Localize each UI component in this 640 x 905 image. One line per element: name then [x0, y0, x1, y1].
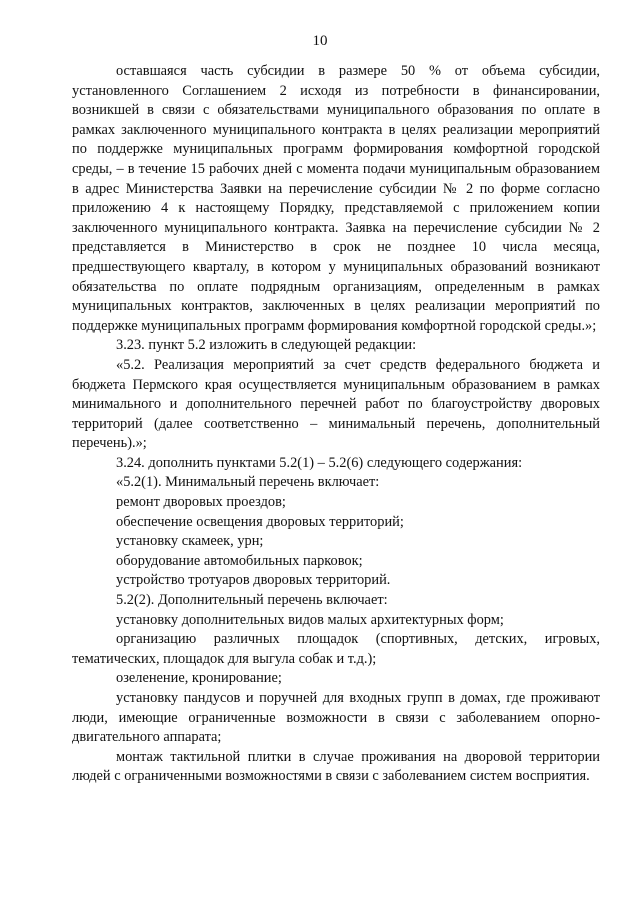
min-list-item: устройство тротуаров дворовых территорий.	[116, 572, 391, 589]
paragraph-5-2: «5.2. Реализация мероприятий за счет средств федерального бюджета и бюджета Пермского края осуществляется муниципальным образованием в рамках минимального и дополнительного перечней работ по благоустройству дворовых территорий (далее соответственно – минимальный перечень, дополнительный перечень).»;	[72, 356, 600, 452]
page-number: 10	[312, 33, 328, 49]
add-list-item: установку дополнительных видов малых архитектурных форм;	[116, 611, 504, 628]
min-list-item: ремонт дворовых проездов;	[116, 494, 286, 511]
add-list-item: монтаж тактильной плитки в случае проживания на дворовой территории людей с ограниченными возможностями в связи с заболеванием систем восприятия.	[72, 748, 600, 785]
add-list-item: организацию различных площадок (спортивных, детских, игровых, тематических, площадок для выгула собак и т.д.);	[72, 631, 600, 667]
paragraph-3-23: 3.23. пункт 5.2 изложить в следующей редакции:	[116, 337, 417, 354]
paragraph-5-2-2: 5.2(2). Дополнительный перечень включает:	[116, 592, 388, 609]
min-list-item: оборудование автомобильных парковок;	[116, 552, 363, 569]
paragraph-3-24: 3.24. дополнить пунктами 5.2(1) – 5.2(6) следующего содержания:	[116, 454, 523, 471]
document-body	[72, 62, 600, 787]
paragraph-subsidy-payment: оставшаяся часть субсидии в размере 50 % от объема субсидии, установленного Соглашением 2 исходя из потребности в финансировании, возникшей в связи с обязательствами муниципального образования по оплате в рамках заключенного муниципального контракта в целях реализации мероприятий по поддержке муниципальных программ формирования комфортной городской среды, – в течение 15 рабочих дней с момента подачи муниципальным образованием в адрес Министерства Заявки на перечисление субсидии № 2 по форме согласно приложению 4 к настоящему Порядку, представляемой с приложением копии заключенного муниципального контракта. Заявка на перечисление субсидии № 2 представляется в Министерство в срок не позднее 10 числа месяца, предшествующего кварталу, в котором у муниципальных образований возникают обязательства по оплате подрядным организациям, определенным в рамках муниципальных контрактов, заключенных в целях реализации мероприятий по поддержке муниципальных программ формирования комфортной городской среды.»;	[72, 63, 600, 334]
paragraph-5-2-1: «5.2(1). Минимальный перечень включает:	[116, 474, 380, 491]
min-list-item: обеспечение освещения дворовых территорий;	[116, 513, 404, 530]
add-list-item: установку пандусов и поручней для входных групп в домах, где проживают люди, имеющие ограниченные возможности в связи с заболеванием опорно-двигательного аппарата;	[72, 690, 600, 746]
min-list-item: установку скамеек, урн;	[116, 533, 264, 550]
add-list-item: озеленение, кронирование;	[116, 670, 282, 687]
